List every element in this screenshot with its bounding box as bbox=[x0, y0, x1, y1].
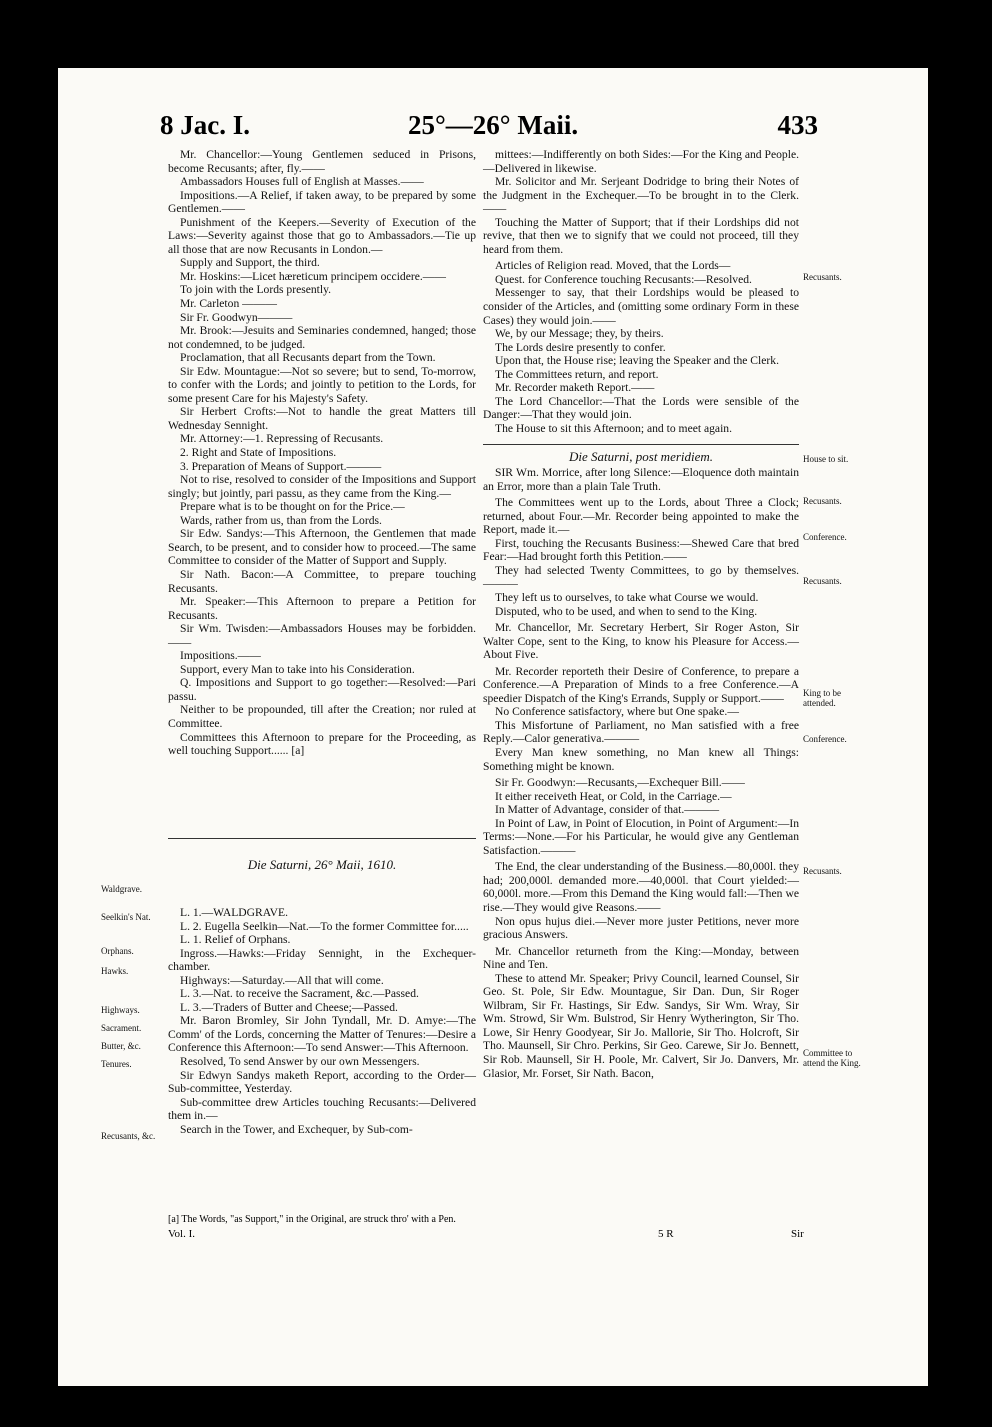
paragraph: Impositions.—— bbox=[180, 649, 261, 663]
paragraph: In Matter of Advantage, consider of that.——— bbox=[495, 803, 720, 817]
paragraph: The House to sit this Afternoon; and to meet again. bbox=[495, 421, 732, 435]
paragraph: 2. Right and State of Impositions. bbox=[180, 446, 337, 460]
paragraph: Touching the Matter of Support; that if their Lordships did not revive, that then we to signify that we could not proceed, till they heard from them. bbox=[483, 215, 799, 256]
paragraph: Upon that, the House rise; leaving the Speaker and the Clerk. bbox=[495, 354, 779, 368]
paragraph: The Lord Chancellor:—That the Lords were sensible of the Danger:—That they would join. bbox=[483, 394, 799, 422]
margin-note: Committee to attend the King. bbox=[803, 1048, 861, 1068]
entry: L. 1. Relief of Orphans. bbox=[180, 933, 291, 947]
paragraph: Ambassadors Houses full of English at Masses.—— bbox=[180, 175, 424, 189]
paragraph: The Lords desire presently to confer. bbox=[495, 340, 666, 354]
paragraph: They left us to ourselves, to take what Course we would. bbox=[495, 590, 759, 604]
margin-note: Recusants. bbox=[803, 272, 842, 282]
margin-note: Conference. bbox=[803, 532, 847, 542]
margin-note: Sacrament. bbox=[101, 1023, 142, 1033]
paragraph: Mr. Chancellor:—Young Gentlemen seduced in Prisons, become Recusants; after, fly.—— bbox=[168, 148, 476, 175]
page-number: 433 bbox=[777, 110, 818, 140]
paragraph: Articles of Religion read. Moved, that the Lords— bbox=[495, 259, 731, 273]
paragraph: Prepare what is to be thought on for the Price.— bbox=[180, 500, 405, 514]
paragraph: Sir Wm. Twisden:—Ambassadors Houses may be forbidden.—— bbox=[168, 622, 476, 649]
paragraph: Mr. Chancellor returneth from the King:—Monday, between Nine and Ten. bbox=[483, 944, 799, 972]
paragraph: Support, every Man to take into his Consideration. bbox=[180, 662, 415, 676]
entry: L. 3.—Nat. to receive the Sacrament, &c.—Passed. bbox=[180, 987, 419, 1001]
paragraph: Mr. Hoskins:—Licet hæreticum principem occidere.—— bbox=[180, 269, 446, 283]
section-heading: Die Saturni, post meridiem. bbox=[568, 449, 714, 465]
margin-note: Orphans. bbox=[101, 946, 134, 956]
paragraph: Q. Impositions and Support to go together:—Resolved:—Pari passu. bbox=[168, 676, 476, 703]
paragraph: Sir Herbert Crofts:—Not to handle the great Matters till Wednesday Sennight. bbox=[168, 405, 476, 432]
paragraph: Every Man knew something, no Man knew all Things: Something might be known. bbox=[483, 745, 799, 773]
entry: L. 1.—WALDGRAVE. bbox=[180, 906, 288, 919]
section-divider bbox=[168, 838, 476, 839]
paragraph: The Committees return, and report. bbox=[495, 367, 659, 381]
paragraph: Disputed, who to be used, and when to send to the King. bbox=[495, 604, 758, 618]
entry: Sir Edwyn Sandys maketh Report, according to the Order—Sub-committee, Yesterday. bbox=[168, 1068, 476, 1096]
catchword: Sir bbox=[791, 1228, 804, 1240]
entry: L. 2. Eugella Seelkin—Nat.—To the former Committee for..... bbox=[180, 919, 469, 933]
paragraph: Mr. Recorder reporteth their Desire of Conference, to prepare a Conference.—A Preparation of Minds to a free Conference.—A speedier Dispatch of the King's Errands, Supply or Support.—— bbox=[483, 664, 799, 705]
entry: Highways:—Saturday.—All that will come. bbox=[180, 973, 384, 987]
footnote: [a] The Words, "as Support," in the Original, are struck thro' with a Pen. bbox=[168, 1214, 456, 1225]
paragraph: 3. Preparation of Means of Support.——— bbox=[180, 459, 382, 473]
paragraph: The End, the clear understanding of the Business.—80,000l. they had; 200,000l. demanded more.—40,000l. that Court yielded:—60,000l. more.—From this Demand the King would fall:—Then we rise.—They would give Reasons.—— bbox=[483, 860, 799, 914]
margin-note: King to be attended. bbox=[803, 688, 841, 708]
entry: Search in the Tower, and Exchequer, by Sub-com- bbox=[180, 1122, 413, 1136]
entry: Ingross.—Hawks:—Friday Sennight, in the Exchequer-chamber. bbox=[168, 946, 476, 974]
margin-note: Conference. bbox=[803, 734, 847, 744]
paragraph: Mr. Attorney:—1. Repressing of Recusants. bbox=[180, 432, 384, 446]
paragraph: This Misfortune of Parliament, no Man satisfied with a free Reply.—Calor generativa.——— bbox=[483, 718, 799, 746]
margin-note: Tenures. bbox=[101, 1059, 132, 1069]
paragraph: Proclamation, that all Recusants depart from the Town. bbox=[180, 351, 436, 365]
paragraph: Supply and Support, the third. bbox=[180, 256, 320, 270]
paragraph: Mr. Speaker:—This Afternoon to prepare a Petition for Recusants. bbox=[168, 595, 476, 622]
paragraph: Sir Edw. Sandys:—This Afternoon, the Gentlemen that made Search, to be present, and to consider how to proceed.—The same Committee to consider of the Matter of Support and Supply. bbox=[168, 527, 476, 568]
section-heading: Die Saturni, 26° Maii, 1610. bbox=[247, 857, 397, 872]
section-divider bbox=[483, 444, 799, 445]
paragraph: No Conference satisfactory, where but One spake.— bbox=[495, 705, 739, 719]
signature-mark: 5 R bbox=[658, 1228, 674, 1240]
paragraph: Impositions.—A Relief, if taken away, to be prepared by some Gentlemen.—— bbox=[168, 188, 476, 216]
paragraph: It either receiveth Heat, or Cold, in the Carriage.— bbox=[495, 789, 732, 803]
paragraph: Mr. Brook:—Jesuits and Seminaries condemned, hanged; those not condemned, to be judged. bbox=[168, 324, 476, 351]
margin-note: Recusants, &c. bbox=[101, 1131, 156, 1141]
margin-note: Butter, &c. bbox=[101, 1041, 141, 1051]
margin-note: Recusants. bbox=[803, 576, 842, 586]
paragraph: Mr. Carleton ——— bbox=[180, 297, 277, 311]
right-column bbox=[483, 148, 799, 1080]
paragraph: To join with the Lords presently. bbox=[180, 283, 332, 297]
paragraph: In Point of Law, in Point of Elocution, in Point of Argument:—In Terms:—None.—For his Particular, he would give any Gentleman Satisfaction.——— bbox=[483, 816, 799, 857]
paragraph: Sir Nath. Bacon:—A Committee, to prepare touching Recusants. bbox=[168, 567, 476, 595]
paragraph: They had selected Twenty Committees, to go by themselves.——— bbox=[483, 563, 799, 591]
paragraph: Sir Fr. Goodwyn——— bbox=[180, 310, 293, 324]
paragraph: Committees this Afternoon to prepare for the Proceeding, as well touching Support...... [a] bbox=[168, 730, 476, 758]
document-page bbox=[58, 68, 928, 1386]
margin-note: Recusants. bbox=[803, 496, 842, 506]
section-heading-wrap bbox=[168, 854, 476, 874]
entry: L. 3.—Traders of Butter and Cheese;—Passed. bbox=[180, 1000, 398, 1014]
paragraph: SIR Wm. Morrice, after long Silence:—Eloquence doth maintain an Error, more than a plain Tale Truth. bbox=[483, 466, 799, 493]
paragraph: Quest. for Conference touching Recusants:—Resolved. bbox=[495, 272, 752, 286]
left-column bbox=[168, 148, 476, 758]
margin-note: Waldgrave. bbox=[101, 884, 143, 894]
entry: Mr. Baron Bromley, Sir John Tyndall, Mr. D. Amye:—The Comm' of the Lords, concerning the Matter of Tenures:—Desire a Conference this Afternoon:—To send Answer:—This Afternoon. bbox=[168, 1014, 476, 1055]
paragraph: First, touching the Recusants Business:—Shewed Care that bred Fear:—Had brought forth this Petition.—— bbox=[483, 536, 799, 564]
paragraph: Mr. Recorder maketh Report.—— bbox=[495, 381, 655, 395]
paragraph: These to attend Mr. Speaker; Privy Council, learned Counsel, Sir Geo. St. Pole, Sir Edw. Mountague, Sir Dan. Dun, Sir Roger Wilbram, Sir Fr. Hastings, Sir Edw. Sandys, Sir Wm. Wray, Sir Wm. Strowd, Sir Wm. Bulstrod, Sir Henry Wytherington, Sir Tho. Lowe, Sir Henry Goodyear, Sir Jo. Mallorie, Sir Tho. Holcroft, Sir Tho. Maunsell, Sir Chro. Perkins, Sir Geo. Carewe, Sir Jo. Bennett, Sir Rob. Maunsell, Sir H. Poole, Mr. Calvert, Sir Jo. Danvers, Mr. Glasior, Mr. Forset, Sir Nath. Bacon, bbox=[483, 971, 799, 1080]
entry: Sub-committee drew Articles touching Recusants:—Delivered them in.— bbox=[168, 1095, 476, 1123]
paragraph: Sir Fr. Goodwyn:—Recusants,—Exchequer Bill.—— bbox=[495, 776, 745, 790]
entry: Resolved, To send Answer by our own Messengers. bbox=[180, 1055, 420, 1069]
date-heading: 25°—26° Maii. bbox=[408, 110, 579, 140]
paragraph: mittees:—Indifferently on both Sides:—For the King and People.—Delivered in likewise. bbox=[483, 148, 799, 175]
paragraph: We, by our Message; they, by theirs. bbox=[495, 327, 664, 341]
margin-note: Highways. bbox=[101, 1005, 140, 1015]
paragraph: The Committees went up to the Lords, about Three a Clock; returned, about Four.—Mr. Recorder being appointed to make the Report, made it.— bbox=[483, 496, 799, 537]
paragraph: Wards, rather from us, than from the Lords. bbox=[180, 513, 382, 527]
paragraph: Non opus hujus diei.—Never more juster Petitions, never more gracious Answers. bbox=[483, 914, 799, 942]
regnal-year: 8 Jac. I. bbox=[160, 110, 250, 140]
paragraph: Neither to be propounded, till after the Creation; nor ruled at Committee. bbox=[168, 703, 476, 730]
margin-note: Hawks. bbox=[101, 966, 129, 976]
paragraph: Mr. Chancellor, Mr. Secretary Herbert, Sir Roger Aston, Sir Walter Cope, sent to the King, to know his Pleasure for Access.—About Five. bbox=[483, 621, 799, 662]
paragraph: Messenger to say, that their Lordships would be pleased to consider of the Articles, and (omitting some ordinary Form in these Cases) they would join.—— bbox=[483, 286, 799, 327]
margin-note: Recusants. bbox=[803, 866, 842, 876]
volume-label: Vol. I. bbox=[168, 1228, 195, 1240]
paragraph: Sir Edw. Mountague:—Not so severe; but to send, To-morrow, to confer with the Lords; and jointly to petition to the Lords, for some present Care for his Majesty's Safety. bbox=[168, 364, 476, 405]
paragraph: Punishment of the Keepers.—Severity of Execution of the Laws:—Severity against those that go to Ambassadors.—Tie up all those that are now Recusants in London.— bbox=[168, 215, 476, 256]
paragraph: Not to rise, resolved to consider of the Impositions and Support singly; but jointly, pari passu, as they came from the King.— bbox=[168, 473, 476, 500]
left-column-entries bbox=[168, 906, 476, 1136]
paragraph: Mr. Solicitor and Mr. Serjeant Dodridge to bring their Notes of the Judgment in the Exchequer.—To be brought in to the Clerk.—— bbox=[483, 175, 799, 216]
margin-note: House to sit. bbox=[803, 454, 849, 464]
margin-note: Seelkin's Nat. bbox=[101, 912, 151, 922]
